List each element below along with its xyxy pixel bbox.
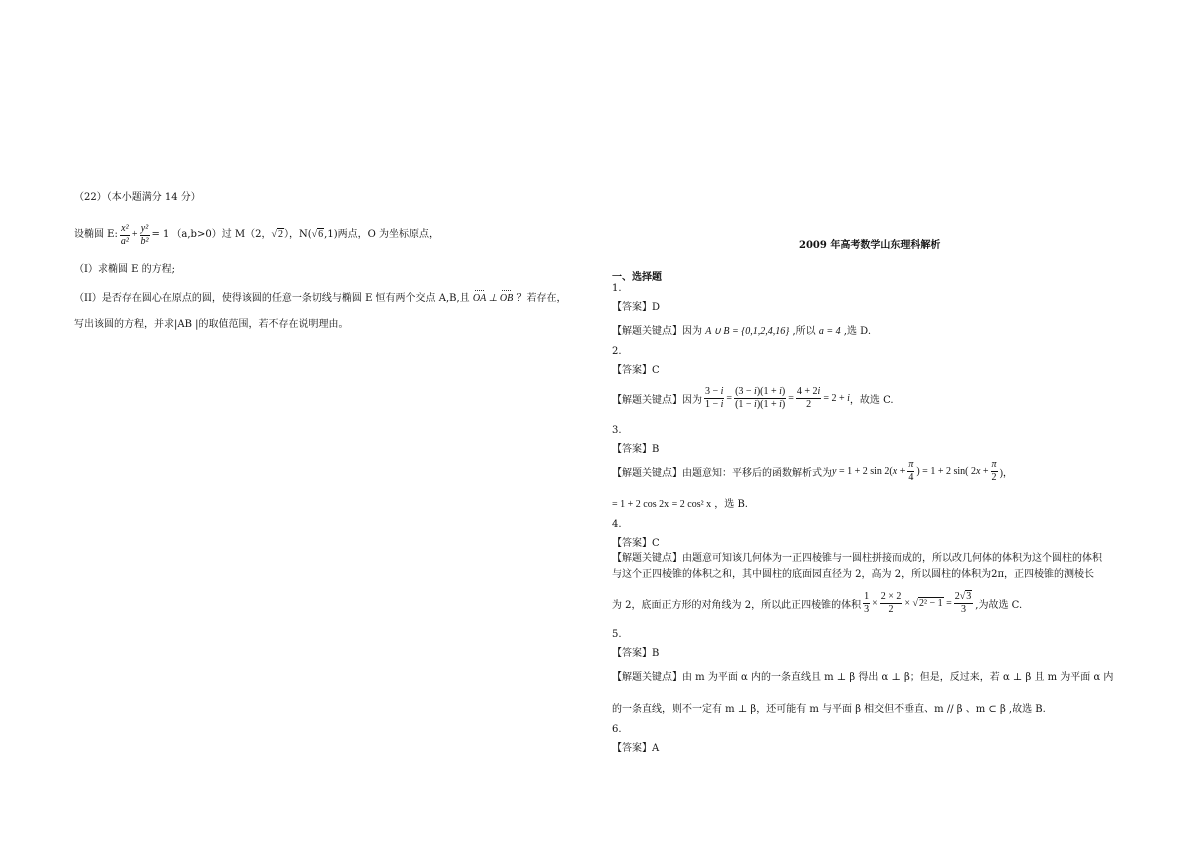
q2-number: 2.: [612, 346, 622, 357]
problem-statement-line1: 设椭圆 E: $\frac{\text{x²}}{\text{a²}}$ + $\frac{\text{y²}}{\text{b²}}$ = 1 （a,b>0）过 M（2， √2 ），N( √6 ,1)两点，O 为坐标原点，: [74, 222, 439, 247]
vector-condition: OA ⊥ OB: [472, 293, 514, 304]
fraction-2x2-over-2: $\frac{2 \times 2}{2}$: [880, 590, 902, 615]
q4-line1: 【解题关键点】由题意可知该几何体为一正四棱锥与一圆柱拼接而成的，所以改几何体的体积为这个圆柱的体积: [612, 553, 1102, 564]
fraction-3-i-over-1-i: $\frac{3 - i}{1 - i}$: [705, 385, 724, 410]
q2-explain-end: ，故选 C.: [849, 394, 894, 406]
q2-answer: 【答案】C: [612, 365, 660, 376]
q1-explanation: [612, 322, 871, 337]
q1-explain-prefix: 【解题关键点】因为: [612, 326, 702, 337]
problem-header: （22）（本小题满分 14 分）: [74, 192, 201, 203]
q3-explanation: 【解题关键点】由题意知：平移后的函数解析式为 y = 1 + 2 sin 2(x + $\frac{\pi}{4}$ ) = 1 + 2 sin( 2x + $\frac{\pi}{2}$ )，: [612, 458, 1013, 483]
q2-explanation: 【解题关键点】因为 $\frac{3 - i}{1 - i}$ = $\frac{(3 - i)(1 + i)}{(1 - i)(1 + i)}$ = $\frac{4 + 2i}{2}$ = 2 + i ，故选 C.: [612, 385, 894, 410]
sqrt2-value: 2: [278, 229, 283, 240]
fraction-pi-over-2: $\frac{\pi}{2}$: [991, 458, 997, 483]
q4-line3-prefix: 为 2，底面正方形的对角线为 2，所以此正四棱锥的体积: [612, 599, 862, 611]
ellipse-end: ,1)两点，O 为坐标原点，: [324, 229, 439, 240]
q1-explain-end: ,选 D.: [843, 326, 871, 337]
fraction-y2-b2: $\frac{\text{y²}}{\text{b²}}$: [140, 222, 149, 247]
ellipse-condition: （a,b>0）过 M（2，: [171, 229, 272, 240]
q4-line2: 与这个正四棱锥的体积之和，其中圆柱的底面园直径为 2，高为 2，所以圆柱的体积为2π，正四棱锥的测棱长: [612, 569, 1095, 580]
q5-answer: 【答案】B: [612, 648, 660, 659]
q3-explain-prefix: 【解题关键点】由题意知：平移后的函数解析式为: [612, 467, 832, 479]
q2-explain-prefix: 【解题关键点】因为: [612, 394, 702, 406]
q3-line2-end: ，选 B.: [714, 499, 748, 510]
equals-one: = 1: [151, 229, 170, 240]
q4-line3-end: ,为故选 C.: [975, 599, 1023, 611]
fraction-2sqrt3-over-3: $\frac{2√3}{3}$: [954, 590, 972, 615]
solution-title: 2009 年高考数学山东理科解析: [799, 240, 941, 251]
question-2-line1: [74, 293, 566, 305]
ellipse-prefix: 设椭圆 E:: [74, 229, 118, 240]
question-2-line2: 写出该圆的方程，并求|AB |的取值范围，若不存在说明理由。: [74, 319, 349, 330]
q1-number: 1.: [612, 283, 622, 294]
question-2-suffix: ？若存在，: [516, 293, 567, 304]
fraction-1-over-3: $\frac{1}{3}$: [864, 590, 870, 615]
q4-line3: 为 2，底面正方形的对角线为 2，所以此正四棱锥的体积 $\frac{1}{3}$ × $\frac{2 \times 2}{2}$ × √2² − 1 = $\frac{2√3}{3}$ ,为故选 C.: [612, 590, 1023, 615]
q4-answer: 【答案】C: [612, 538, 660, 549]
fraction-x2-a2: $\frac{\text{x²}}{\text{a²}}$: [120, 222, 129, 247]
fraction-4-2i-over-2: $\frac{4 + 2i}{2}$: [796, 385, 821, 410]
fraction-pi-over-4: $\frac{\pi}{4}$: [908, 458, 914, 483]
q3-line2: [612, 495, 748, 510]
q1-explain-mid: ,所以: [792, 326, 816, 337]
q1-set-union: A ∪ B = {0,1,2,4,16}: [705, 326, 790, 337]
q6-answer: 【答案】A: [612, 743, 660, 754]
question-2-prefix: （II）是否存在圆心在原点的圆，使得该圆的任意一条切线与椭圆 E 恒有两个交点 A,B,且: [74, 293, 470, 304]
sqrt6-value: 6: [318, 229, 324, 240]
q1-answer: 【答案】D: [612, 302, 661, 313]
q1-a-value: a = 4: [818, 326, 841, 337]
fraction-expanded: $\frac{(3 - i)(1 + i)}{(1 - i)(1 + i)}$: [735, 385, 786, 410]
question-1: （I）求椭圆 E 的方程;: [74, 264, 175, 275]
q3-answer: 【答案】B: [612, 444, 660, 455]
q5-line2: 的一条直线，则不一定有 m ⊥ β，还可能有 m 与平面 β 相交但不垂直、m // β 、m ⊂ β ,故选 B.: [612, 704, 1046, 715]
q4-number: 4.: [612, 519, 622, 530]
q3-number: 3.: [612, 425, 622, 436]
q5-number: 5.: [612, 629, 622, 640]
q5-line1: 【解题关键点】由 m 为平面 α 内的一条直线且 m ⊥ β 得出 α ⊥ β；但是，反过来，若 α ⊥ β 且 m 为平面 α 内: [612, 672, 1114, 683]
ellipse-mid: ），N(: [284, 229, 312, 240]
q3-line2-math: = 1 + 2 cos 2x = 2 cos² x: [612, 499, 712, 510]
section-heading: 一、选择题: [612, 272, 662, 283]
q6-number: 6.: [612, 724, 622, 735]
